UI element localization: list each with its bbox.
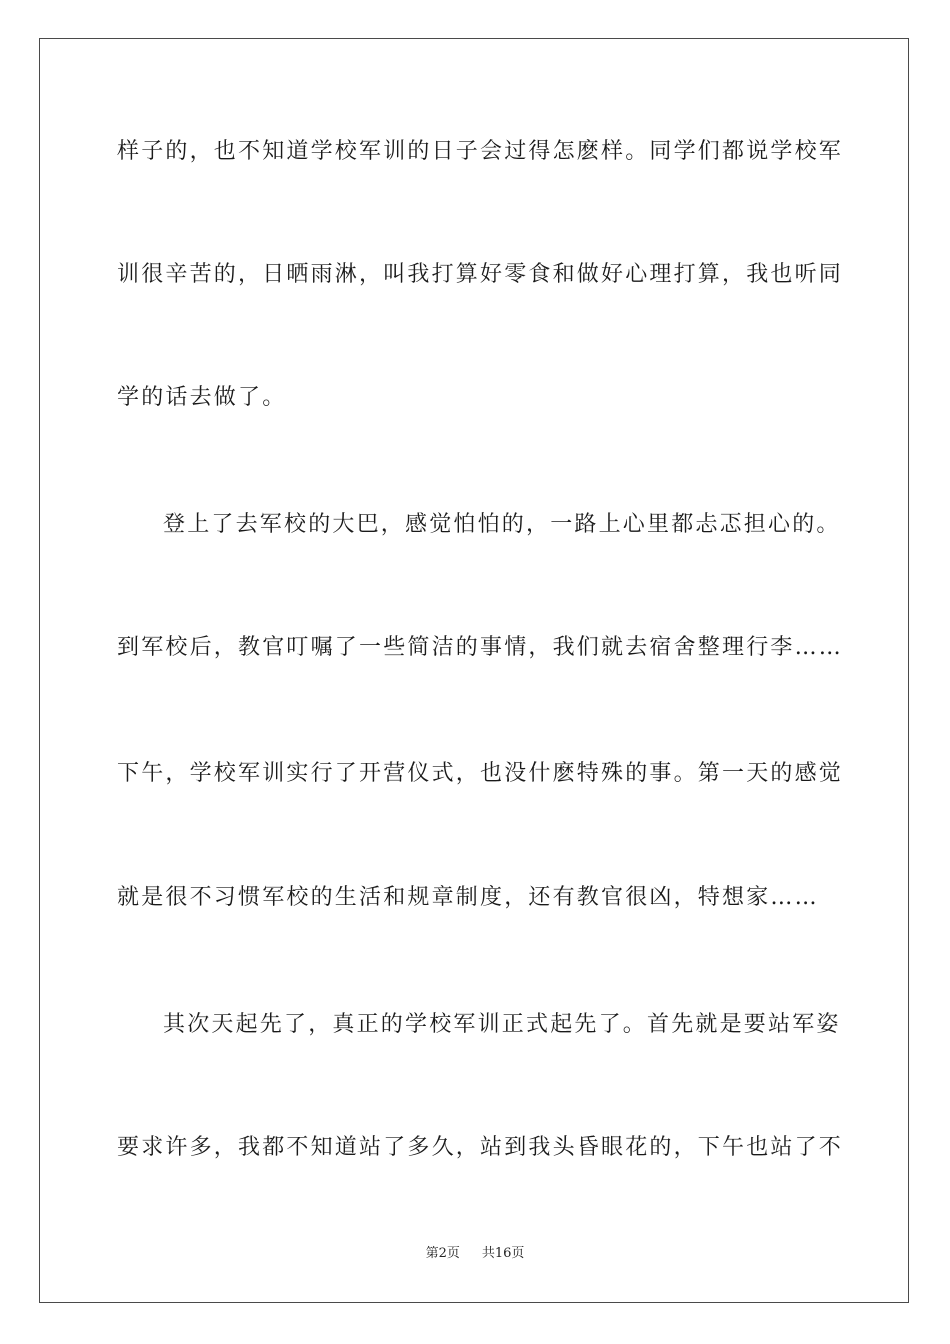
paragraph-start-line: 登上了去军校的大巴，感觉怕怕的，一路上心里都忐忑担心的。 [163,512,841,537]
text-line: 就是很不习惯军校的生活和规章制度，还有教官很凶，特想家…… [117,885,819,910]
page-border [39,38,909,1303]
page-number: 第2页 [425,1246,460,1261]
text-line: 下午，学校军训实行了开营仪式，也没什麽特殊的事。第一天的感觉 [117,761,844,786]
page-footer [0,1245,950,1263]
text-line: 样子的，也不知道学校军训的日子会过得怎麽样。同学们都说学校军 [117,139,844,164]
paragraph-start-line: 其次天起先了，真正的学校军训正式起先了。首先就是要站军姿 [163,1012,841,1037]
text-line: 要求许多，我都不知道站了多久，站到我头昏眼花的，下午也站了不 [117,1135,844,1160]
text-line: 学的话去做了。 [117,385,287,410]
page-total: 共16页 [481,1246,525,1261]
text-line: 到军校后，教官叮嘱了一些简洁的事情，我们就去宿舍整理行李…… [117,635,844,660]
text-line: 训很辛苦的，日晒雨淋，叫我打算好零食和做好心理打算，我也听同 [117,262,844,287]
